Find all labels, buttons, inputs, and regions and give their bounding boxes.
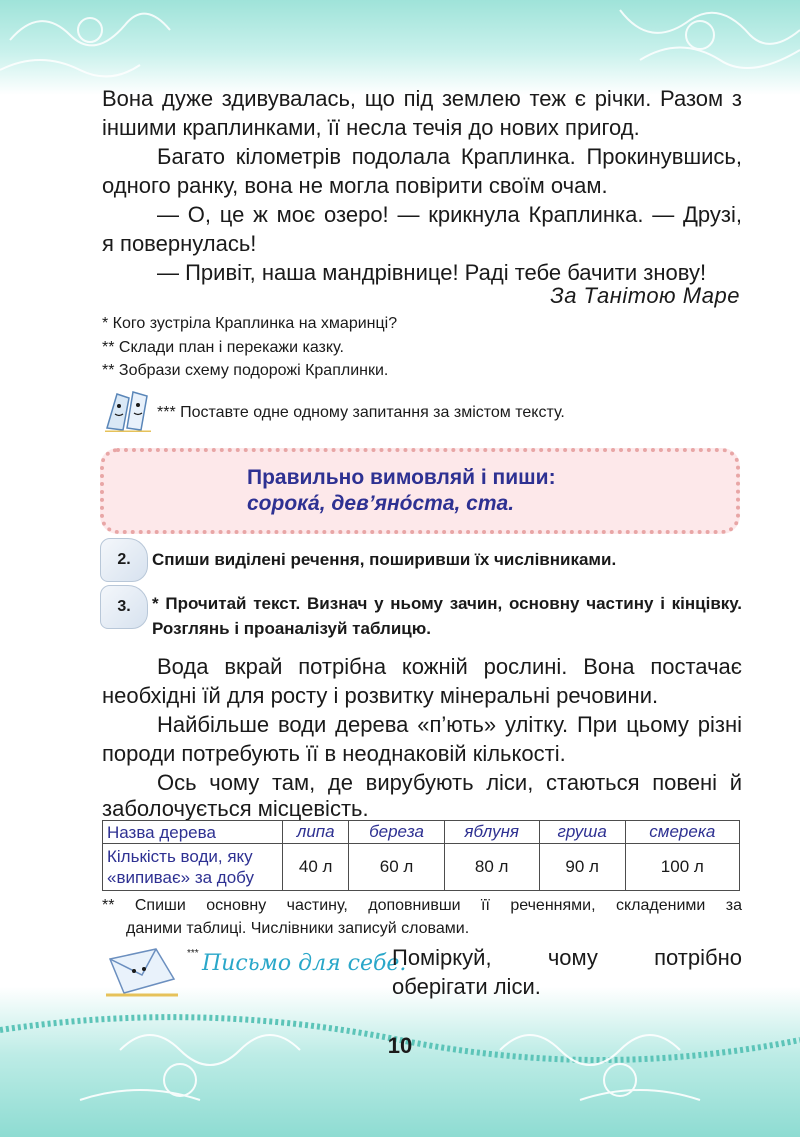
question-2: ** Склади план і перекажи казку.	[102, 339, 344, 356]
story-author: За Танітою Маре	[550, 283, 740, 308]
bottom-ornament	[0, 990, 800, 1137]
story-para3-line-1: — О, це ж моє озеро! — крикнула Краплинка. — Друзі,	[157, 202, 742, 227]
letter-word: Поміркуй,	[392, 945, 492, 970]
table-tree-name: груша	[539, 821, 625, 844]
story-para2-line-2: одного ранку, вона не могла повірити своїм очам.	[102, 173, 608, 198]
letter-line-2: оберігати ліси.	[392, 974, 541, 999]
table-amount: 100 л	[625, 844, 739, 891]
task-3-text: * Прочитай текст. Визнач у ньому зачин, основну частину і кінцівку. Розглянь і проаналізуй таблицю.	[152, 594, 742, 638]
top-ornament	[0, 0, 800, 90]
task-2-text: Спиши виділені речення, поширивши їх числівниками.	[152, 550, 617, 569]
story-para3-line-2: я повернулась!	[102, 231, 257, 256]
letter-word: чому	[547, 945, 598, 970]
table-tree-name: липа	[283, 821, 349, 844]
footer-task-line-1: ** Спиши основну частину, доповнивши її реченнями, складеними за	[102, 897, 742, 914]
task-number-2: 2.	[100, 538, 148, 582]
question-4: *** Поставте одне одному запитання за змістом тексту.	[157, 404, 565, 421]
table-row-label-line-1: Кількість води, яку	[107, 847, 253, 866]
story-line-2: іншими краплинками, її несла течія до нових пригод.	[102, 115, 640, 140]
rule-words: сорока́, дев’яно́ста, ста.	[247, 492, 515, 515]
text2-p1-line-2: необхідні їй для росту і розвитку мінеральні речовини.	[102, 683, 659, 708]
pair-work-icon	[103, 388, 155, 432]
question-1: * Кого зустріла Краплинка на хмаринці?	[102, 315, 398, 332]
text2-p2-line-1: Найбільше води дерева «п’ють» улітку. При цьому різні	[157, 712, 742, 737]
table-tree-name: яблуня	[444, 821, 539, 844]
envelope-icon	[104, 945, 180, 997]
story-line-1: Вона дуже здивувалась, що під землею теж є річки. Разом з	[102, 86, 742, 111]
text2-p3-line-2: заболочується місцевість.	[102, 796, 369, 821]
task-number-3: 3.	[100, 585, 148, 629]
question-3: ** Зобрази схему подорожі Краплинки.	[102, 362, 389, 379]
table-amount: 80 л	[444, 844, 539, 891]
pronunciation-rule-box	[100, 448, 740, 534]
story-para4: — Привіт, наша мандрівнице! Раді тебе бачити знову!	[157, 260, 707, 285]
text2-p1-line-1: Вода вкрай потрібна кожній рослині. Вона постачає	[157, 654, 742, 679]
tree-water-table	[102, 820, 740, 891]
story-para2-line-1: Багато кілометрів подолала Краплинка. Прокинувшись,	[157, 144, 742, 169]
table-header-label: Назва дерева	[103, 821, 283, 844]
table-header-row	[103, 821, 740, 844]
table-tree-name: береза	[349, 821, 444, 844]
table-amount: 60 л	[349, 844, 444, 891]
text2-p2-line-2: породи потребують її в неоднаковій кількості.	[102, 741, 566, 766]
letter-label: Письмо для себе.	[202, 951, 407, 976]
page-number: 10	[387, 1033, 413, 1058]
table-values-row	[103, 844, 740, 891]
table-row-label	[103, 844, 283, 891]
table-amount: 40 л	[283, 844, 349, 891]
letter-stars: ***	[187, 948, 199, 959]
rule-title: Правильно вимовляй і пиши:	[247, 466, 556, 489]
table-tree-name: смерека	[625, 821, 739, 844]
text2-p3-line-1: Ось чому там, де вирубують ліси, стаються повені й	[157, 770, 742, 795]
letter-word: потрібно	[654, 945, 742, 970]
table-row-label-line-2: «випиває» за добу	[107, 868, 255, 887]
table-amount: 90 л	[539, 844, 625, 891]
letter-line-1	[392, 943, 742, 972]
footer-task-line-2: даними таблиці. Числівники записуй словами.	[126, 920, 470, 937]
